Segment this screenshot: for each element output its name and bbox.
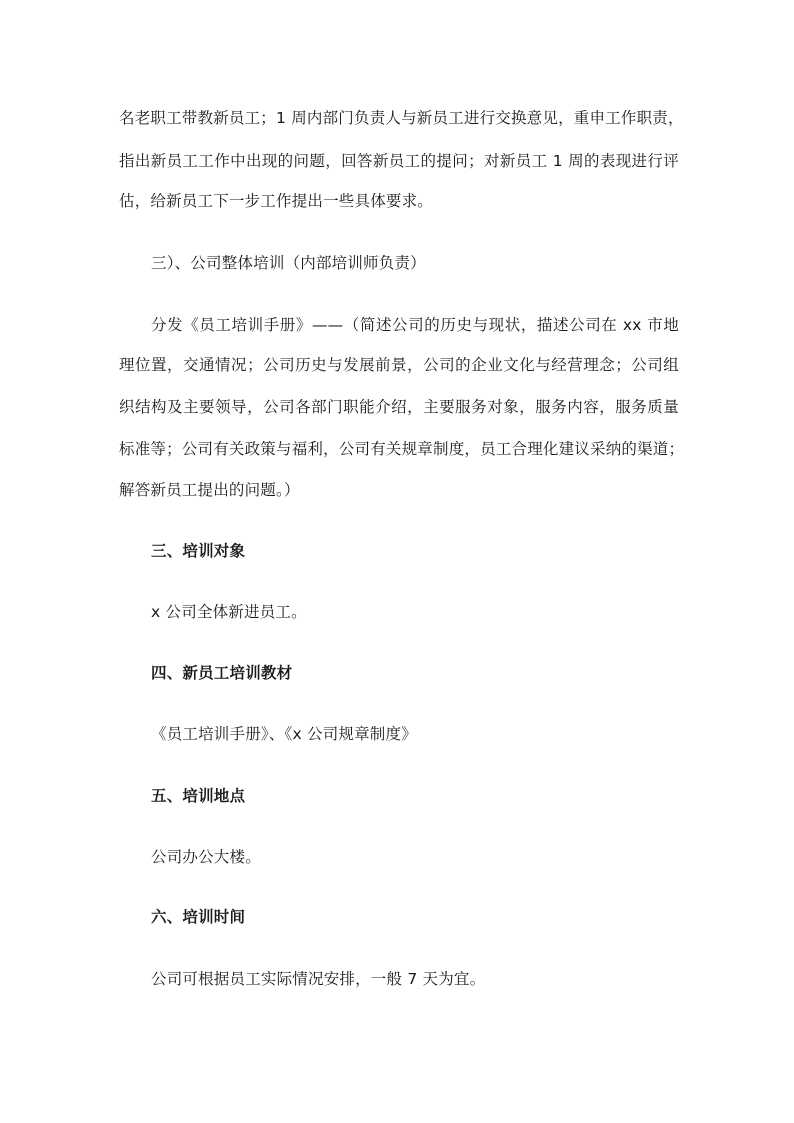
paragraph-line: 估，给新员工下一步工作提出一些具体要求。 [119,192,434,210]
section-heading: 六、培训时间 [151,908,246,926]
paragraph-line: 分发《员工培训手册》——（简述公司的历史与现状，描述公司在 xx 市地 [151,316,679,334]
section-body: x 公司全体新进员工。 [151,603,307,621]
section-body: 公司可根据员工实际情况安排，一般 7 天为宜。 [151,970,486,988]
paragraph-line: 理位置，交通情况；公司历史与发展前景，公司的企业文化与经营理念；公司组 [119,356,679,374]
paragraph-line: 织结构及主要领导，公司各部门职能介绍，主要服务对象，服务内容，服务质量 [119,398,679,416]
paragraph-line: 指出新员工工作中出现的问题，回答新员工的提问；对新员工 1 周的表现进行评 [119,152,679,170]
section-heading: 三、培训对象 [151,542,246,560]
paragraph-line: 名老职工带教新员工；1 周内部门负责人与新员工进行交换意见，重申工作职责， [119,109,684,127]
paragraph-line: 解答新员工提出的问题。） [119,481,300,499]
section-heading: 四、新员工培训教材 [151,664,293,682]
sub-heading: 三）、公司整体培训（内部培训师负责） [151,254,426,272]
section-body: 《员工培训手册》、《x 公司规章制度》 [151,725,417,743]
paragraph-line: 标准等；公司有关政策与福利，公司有关规章制度，员工合理化建议采纳的渠道； [119,440,685,458]
section-body: 公司办公大楼。 [151,848,261,866]
section-heading: 五、培训地点 [151,787,246,805]
